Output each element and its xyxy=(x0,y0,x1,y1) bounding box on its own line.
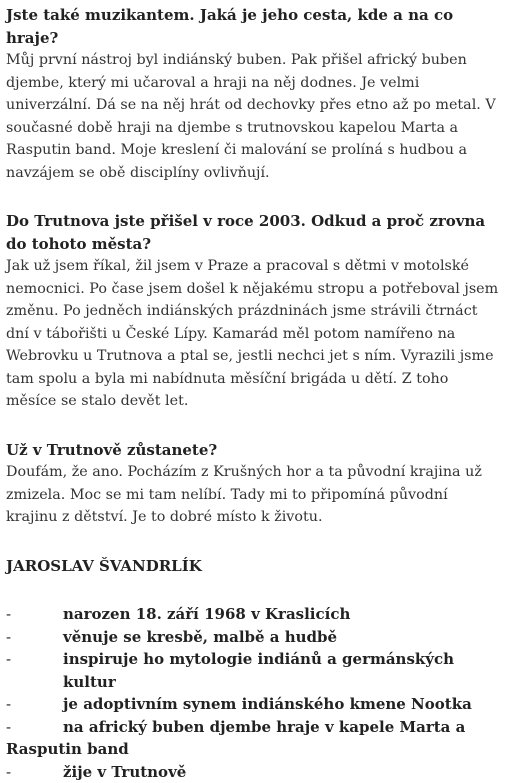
profile-fact: - na africký buben djembe hraje v kapele Marta a Rasputin band xyxy=(6,716,502,761)
interview-answer: Můj první nástroj byl indiánský buben. Pak přišel africký buben djembe, který mi učaroval a hraji na něj dodnes. Je velmi univerzální. Dá se na něj hrát od dechovky přes etno až po metal. V současné době hraji na djembe s trutnovskou kapelou Marta a Rasputin band. Moje kreslení či malování se prolíná s hudbou a navzájem se obě disciplíny ovlivňují. xyxy=(6,49,502,184)
list-dash: - xyxy=(6,603,11,626)
interview-question: Už v Trutnově zůstanete? xyxy=(6,439,502,462)
profile-facts-list xyxy=(6,603,502,783)
interview-section-3 xyxy=(6,439,502,529)
list-dash: - xyxy=(6,761,11,783)
profile-fact: - žije v Trutnově xyxy=(6,761,502,783)
profile-fact-continuation: Rasputin band xyxy=(6,738,502,761)
profile-fact: - inspiruje ho mytologie indiánů a germánských kultur xyxy=(6,648,502,693)
interview-section-2 xyxy=(6,210,502,413)
profile-fact: - je adoptivním synem indiánského kmene Nootka xyxy=(6,693,502,716)
list-dash: - xyxy=(6,626,11,649)
interview-section-1 xyxy=(6,4,502,184)
list-dash: - xyxy=(6,716,11,739)
interview-answer: Jak už jsem říkal, žil jsem v Praze a pracoval s dětmi v motolské nemocnici. Po čase jsem došel k nějakému stropu a potřeboval jsem změnu. Po jedněch indiánských prázdninách jsme strávili čtrnáct dní v tábořišti u České Lípy. Kamarád měl potom namířeno na Webrovku u Trutnova a ptal se, jestli nechci jet s ním. Vyrazili jsme tam spolu a byla mi nabídnuta měsíční brigáda u dětí. Z toho měsíce se stalo devět let. xyxy=(6,255,502,413)
profile-fact: - věnuje se kresbě, malbě a hudbě xyxy=(6,626,502,649)
interview-answer: Doufám, že ano. Pocházím z Krušných hor a ta původní krajina už zmizela. Moc se mi tam nelíbí. Tady mi to připomíná původní krajinu z dětství. Je to dobré místo k životu. xyxy=(6,461,502,529)
list-dash: - xyxy=(6,648,11,671)
interview-question: Jste také muzikantem. Jaká je jeho cesta, kde a na co hraje? xyxy=(6,4,502,49)
interview-question: Do Trutnova jste přišel v roce 2003. Odkud a proč zrovna do tohoto města? xyxy=(6,210,502,255)
list-dash: - xyxy=(6,693,11,716)
profile-fact: - narozen 18. září 1968 v Kraslicích xyxy=(6,603,502,626)
profile-name: JAROSLAV ŠVANDRLÍK xyxy=(6,555,502,578)
